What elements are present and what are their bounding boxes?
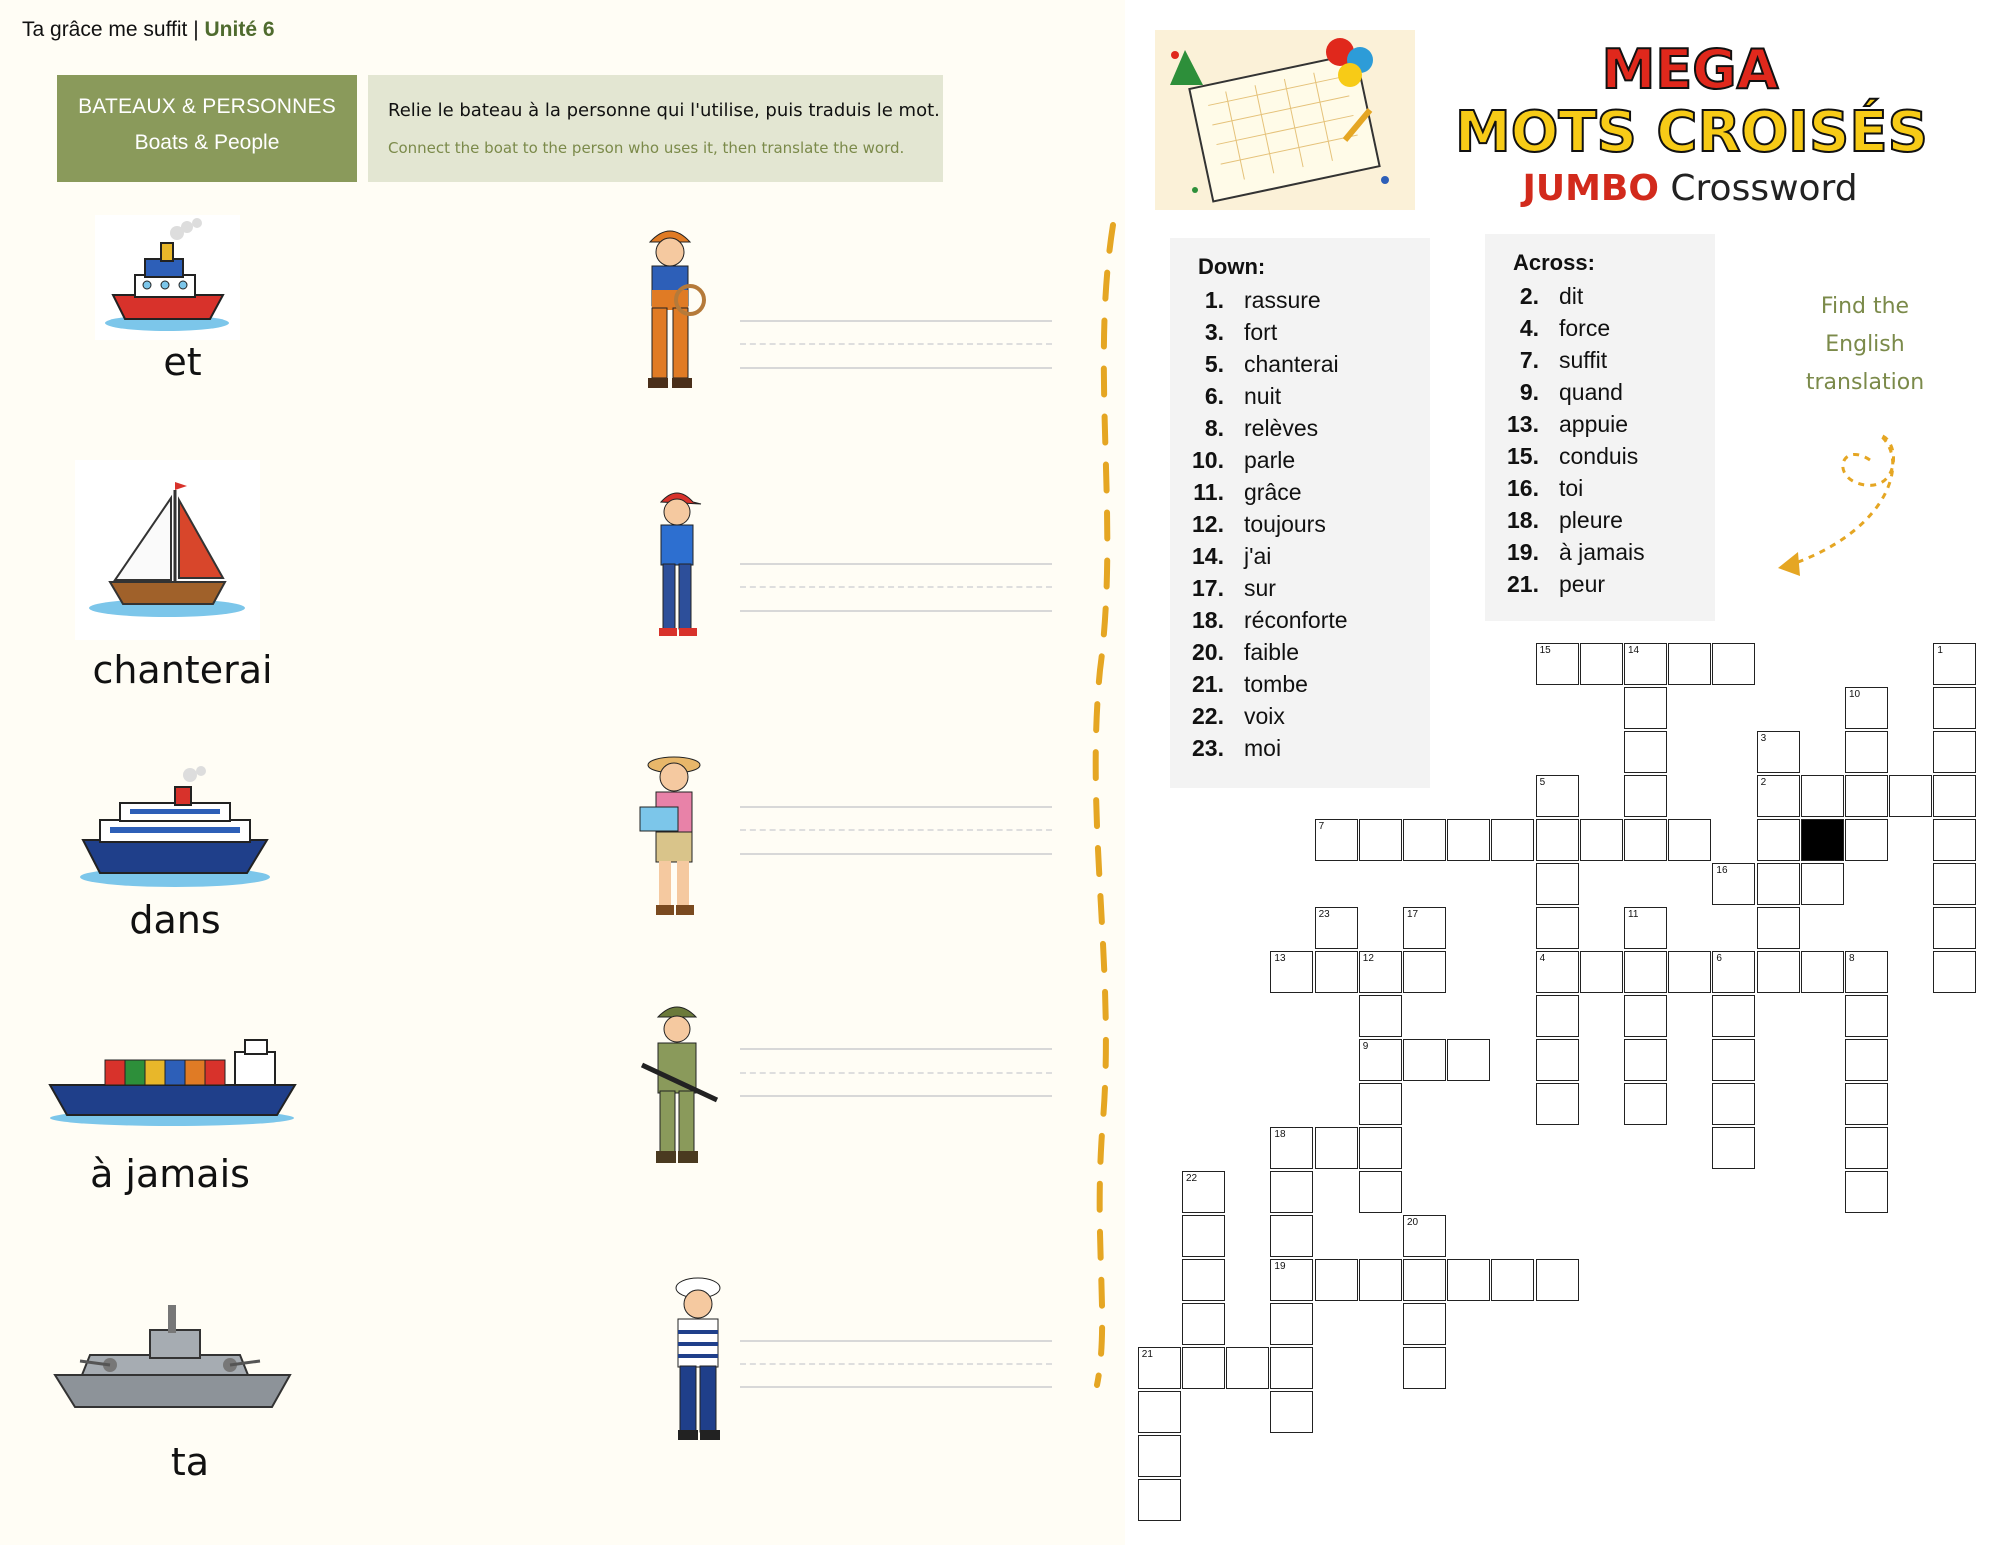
crossword-cell[interactable] bbox=[1712, 1127, 1755, 1169]
crossword-cell[interactable] bbox=[1757, 863, 1800, 905]
sailor-with-rope-icon bbox=[630, 220, 710, 395]
arrow-icon bbox=[1770, 430, 1920, 580]
answer-guide-line bbox=[740, 829, 1052, 831]
down-clue bbox=[1170, 284, 1430, 316]
cell-number: 4 bbox=[1539, 953, 1546, 964]
clue-word: relèves bbox=[1244, 414, 1319, 441]
cell-number: 2 bbox=[1760, 777, 1767, 788]
across-clue bbox=[1485, 440, 1715, 472]
cell-number: 10 bbox=[1849, 689, 1861, 700]
warship-icon bbox=[50, 1295, 295, 1425]
boat-word-1: et bbox=[163, 340, 202, 384]
clue-number: 16. bbox=[1507, 474, 1539, 501]
crossword-cell[interactable] bbox=[1845, 1127, 1888, 1169]
cell-number: 11 bbox=[1628, 909, 1639, 920]
clue-word: appuie bbox=[1559, 410, 1629, 437]
clue-word: pleure bbox=[1559, 506, 1623, 533]
clue-number: 17. bbox=[1192, 574, 1224, 601]
crossword-cell[interactable] bbox=[1359, 951, 1402, 993]
book-title: Ta grâce me suffit | bbox=[22, 18, 199, 41]
clue-word: peur bbox=[1559, 570, 1606, 597]
crossword-cell[interactable] bbox=[1845, 1083, 1888, 1125]
crossword-cell[interactable] bbox=[1624, 775, 1667, 817]
crossword-cell[interactable] bbox=[1845, 1171, 1888, 1213]
across-clue bbox=[1485, 472, 1715, 504]
crossword-cell[interactable] bbox=[1182, 1303, 1225, 1345]
crossword-cell[interactable] bbox=[1845, 819, 1888, 861]
down-clue bbox=[1170, 380, 1430, 412]
cell-number: 12 bbox=[1362, 953, 1374, 964]
cell-number: 6 bbox=[1716, 953, 1722, 964]
crossword-cell[interactable] bbox=[1403, 951, 1446, 993]
crossword-cell[interactable] bbox=[1712, 995, 1755, 1037]
cell-number: 7 bbox=[1318, 821, 1325, 832]
crossword-cell[interactable] bbox=[1580, 951, 1623, 993]
down-heading: Down: bbox=[1198, 254, 1266, 279]
crossword-cell[interactable] bbox=[1712, 1039, 1755, 1081]
clue-word: suffit bbox=[1559, 346, 1608, 373]
crossword-cell[interactable] bbox=[1403, 1039, 1446, 1081]
clue-number: 4. bbox=[1519, 314, 1539, 341]
crossword-cell[interactable] bbox=[1933, 907, 1976, 949]
across-clue bbox=[1485, 408, 1715, 440]
crossword-cell[interactable] bbox=[1270, 1171, 1313, 1213]
cell-number: 14 bbox=[1628, 645, 1640, 656]
answer-line[interactable] bbox=[740, 320, 1052, 322]
down-clue bbox=[1170, 508, 1430, 540]
crossword-cell[interactable] bbox=[1182, 1347, 1225, 1389]
down-clue bbox=[1170, 668, 1430, 700]
crossword-cell[interactable] bbox=[1491, 1259, 1534, 1301]
answer-guide-line bbox=[740, 1363, 1052, 1365]
crossword-cell[interactable] bbox=[1536, 995, 1579, 1037]
crossword-cell[interactable] bbox=[1933, 863, 1976, 905]
crossword-cell[interactable] bbox=[1270, 951, 1313, 993]
crossword-cell[interactable] bbox=[1801, 863, 1844, 905]
answer-line[interactable] bbox=[740, 367, 1052, 369]
crossword-cell[interactable] bbox=[1138, 1435, 1181, 1477]
clue-number: 15. bbox=[1507, 442, 1539, 469]
cell-number: 3 bbox=[1760, 733, 1767, 744]
cell-number: 15 bbox=[1539, 645, 1551, 656]
down-clues bbox=[1170, 238, 1430, 788]
crossword-black-cell bbox=[1801, 819, 1844, 861]
clue-number: 6. bbox=[1204, 382, 1224, 409]
clue-number: 20. bbox=[1192, 638, 1224, 665]
crossword-cell[interactable] bbox=[1403, 907, 1446, 949]
clue-number: 23. bbox=[1192, 734, 1224, 761]
crossword-cell[interactable] bbox=[1933, 643, 1976, 685]
crossword-cell[interactable] bbox=[1359, 1083, 1402, 1125]
crossword-cell[interactable] bbox=[1668, 951, 1711, 993]
hint-line-3: translation bbox=[1805, 370, 1925, 395]
answer-guide-line bbox=[740, 343, 1052, 345]
crossword-cell[interactable] bbox=[1624, 951, 1667, 993]
clue-number: 22. bbox=[1192, 702, 1224, 729]
crossword-cell[interactable] bbox=[1712, 1083, 1755, 1125]
clue-word: chanterai bbox=[1244, 350, 1339, 377]
crossword-cell[interactable] bbox=[1315, 907, 1358, 949]
crossword-cell[interactable] bbox=[1845, 731, 1888, 773]
boat-word-4: à jamais bbox=[90, 1152, 250, 1196]
clue-word: fort bbox=[1244, 318, 1278, 345]
dashed-divider bbox=[1085, 220, 1125, 1390]
crossword-cell[interactable] bbox=[1270, 1215, 1313, 1257]
crossword-cell[interactable] bbox=[1359, 1171, 1402, 1213]
down-clue bbox=[1170, 540, 1430, 572]
badge-title-fr: BATEAUX & PERSONNES bbox=[78, 95, 336, 118]
cell-number: 1 bbox=[1937, 645, 1943, 656]
cell-number: 5 bbox=[1539, 777, 1546, 788]
crossword-cell[interactable] bbox=[1845, 775, 1888, 817]
crossword-cell[interactable] bbox=[1845, 687, 1888, 729]
title-jumbo-crossword bbox=[1455, 166, 1925, 212]
crossword-cell[interactable] bbox=[1933, 775, 1976, 817]
clue-number: 5. bbox=[1204, 350, 1224, 377]
crossword-cell[interactable] bbox=[1536, 907, 1579, 949]
down-clue bbox=[1170, 476, 1430, 508]
crossword-cell[interactable] bbox=[1447, 1259, 1490, 1301]
across-clue bbox=[1485, 376, 1715, 408]
clue-word: toi bbox=[1559, 474, 1584, 501]
down-clue-list bbox=[1170, 284, 1430, 764]
across-heading: Across: bbox=[1513, 250, 1595, 275]
crossword-page bbox=[1125, 0, 2000, 1545]
crossword-cell[interactable] bbox=[1315, 1127, 1358, 1169]
boat-word-5: ta bbox=[170, 1440, 210, 1484]
hint-line-2: English bbox=[1825, 332, 1905, 357]
cell-number: 22 bbox=[1186, 1173, 1198, 1184]
crossword-cell[interactable] bbox=[1536, 819, 1579, 861]
clue-word: tombe bbox=[1244, 670, 1308, 697]
answer-line[interactable] bbox=[740, 610, 1052, 612]
clue-number: 10. bbox=[1192, 446, 1224, 473]
crossword-cell[interactable] bbox=[1182, 1171, 1225, 1213]
crossword-cell[interactable] bbox=[1270, 1347, 1313, 1389]
crossword-cell[interactable] bbox=[1624, 1083, 1667, 1125]
down-clue bbox=[1170, 348, 1430, 380]
boat-word-2: chanterai bbox=[92, 648, 273, 692]
crossword-cell[interactable] bbox=[1359, 1039, 1402, 1081]
clue-word: moi bbox=[1244, 734, 1282, 761]
clue-word: conduis bbox=[1559, 442, 1639, 469]
clue-number: 1. bbox=[1204, 286, 1224, 313]
hint-line-1: Find the bbox=[1820, 294, 1910, 319]
crossword-cell[interactable] bbox=[1933, 819, 1976, 861]
crossword-cell[interactable] bbox=[1270, 1127, 1313, 1169]
clue-number: 7. bbox=[1519, 346, 1539, 373]
crossword-cell[interactable] bbox=[1933, 951, 1976, 993]
crossword-cell[interactable] bbox=[1270, 1259, 1313, 1301]
answer-line[interactable] bbox=[740, 1048, 1052, 1050]
crossword-cell[interactable] bbox=[1403, 1215, 1446, 1257]
cell-number: 13 bbox=[1274, 953, 1286, 964]
unit-label: Unité 6 bbox=[204, 18, 275, 41]
clue-word: sur bbox=[1244, 574, 1276, 601]
sailboat-icon bbox=[75, 460, 260, 640]
crossword-cell[interactable] bbox=[1138, 1391, 1181, 1433]
clue-number: 21. bbox=[1192, 670, 1224, 697]
clue-number: 18. bbox=[1192, 606, 1224, 633]
clue-number: 11. bbox=[1193, 478, 1224, 505]
across-clues bbox=[1485, 234, 1715, 621]
crossword-cell[interactable] bbox=[1624, 1039, 1667, 1081]
crossword-title bbox=[1455, 38, 1928, 212]
clue-word: j'ai bbox=[1244, 542, 1272, 569]
clue-word: quand bbox=[1559, 378, 1623, 405]
title-jumbo: JUMBO bbox=[1522, 168, 1659, 209]
crossword-cell[interactable] bbox=[1712, 643, 1755, 685]
across-clue-list bbox=[1485, 280, 1715, 600]
crossword-cell[interactable] bbox=[1712, 951, 1755, 993]
down-clue bbox=[1170, 316, 1430, 348]
crossword-cell[interactable] bbox=[1624, 995, 1667, 1037]
down-clue bbox=[1170, 732, 1430, 764]
crossword-cell[interactable] bbox=[1226, 1347, 1269, 1389]
clue-number: 8. bbox=[1204, 414, 1224, 441]
answer-line[interactable] bbox=[740, 1340, 1052, 1342]
crossword-cell[interactable] bbox=[1536, 1083, 1579, 1125]
crossword-cell[interactable] bbox=[1933, 687, 1976, 729]
crossword-cell[interactable] bbox=[1447, 819, 1490, 861]
title-mots-croises: MOTS CROISÉS bbox=[1455, 100, 1928, 165]
soldier-icon bbox=[632, 995, 722, 1175]
crossword-cell[interactable] bbox=[1624, 643, 1667, 685]
crossword-cell[interactable] bbox=[1712, 863, 1755, 905]
cell-number: 23 bbox=[1318, 909, 1330, 920]
crossword-cell[interactable] bbox=[1801, 775, 1844, 817]
crossword-cell[interactable] bbox=[1270, 1303, 1313, 1345]
clue-number: 18. bbox=[1507, 506, 1539, 533]
tourist-with-map-icon bbox=[632, 745, 717, 925]
across-clue bbox=[1485, 568, 1715, 600]
cell-number: 20 bbox=[1407, 1217, 1419, 1228]
crossword-cell[interactable] bbox=[1757, 819, 1800, 861]
crossword-cell[interactable] bbox=[1315, 819, 1358, 861]
cruise-ship-icon bbox=[75, 765, 275, 895]
crossword-cell[interactable] bbox=[1801, 951, 1844, 993]
crossword-cell[interactable] bbox=[1624, 731, 1667, 773]
instructions-en: Connect the boat to the person who uses it, then translate the word. bbox=[388, 139, 905, 157]
cell-number: 8 bbox=[1849, 953, 1855, 964]
crossword-cell[interactable] bbox=[1359, 1259, 1402, 1301]
clue-number: 3. bbox=[1204, 318, 1224, 345]
answer-guide-line bbox=[740, 586, 1052, 588]
crossword-cell[interactable] bbox=[1668, 819, 1711, 861]
crossword-cell[interactable] bbox=[1889, 775, 1932, 817]
crossword-cell[interactable] bbox=[1668, 643, 1711, 685]
navy-sailor-icon bbox=[660, 1270, 740, 1450]
answer-guide-line bbox=[740, 1072, 1052, 1074]
clue-word: rassure bbox=[1244, 286, 1321, 313]
crossword-cell[interactable] bbox=[1536, 1039, 1579, 1081]
cell-number: 21 bbox=[1141, 1349, 1153, 1360]
down-clue bbox=[1170, 636, 1430, 668]
crossword-cell[interactable] bbox=[1757, 775, 1800, 817]
crossword-cell[interactable] bbox=[1624, 819, 1667, 861]
crossword-cell[interactable] bbox=[1757, 907, 1800, 949]
crossword-cell[interactable] bbox=[1536, 643, 1579, 685]
crossword-cell[interactable] bbox=[1933, 731, 1976, 773]
crossword-cell[interactable] bbox=[1359, 819, 1402, 861]
crossword-cell[interactable] bbox=[1624, 907, 1667, 949]
crossword-cell[interactable] bbox=[1403, 1259, 1446, 1301]
crossword-cell[interactable] bbox=[1359, 995, 1402, 1037]
clue-word: grâce bbox=[1244, 478, 1302, 505]
clue-word: réconforte bbox=[1244, 606, 1348, 633]
clue-number: 13. bbox=[1507, 410, 1539, 437]
crossword-cell[interactable] bbox=[1845, 995, 1888, 1037]
down-clue bbox=[1170, 572, 1430, 604]
crossword-cell[interactable] bbox=[1491, 819, 1534, 861]
clue-number: 12. bbox=[1192, 510, 1224, 537]
crossword-cell[interactable] bbox=[1580, 819, 1623, 861]
clue-number: 9. bbox=[1519, 378, 1539, 405]
across-clue bbox=[1485, 344, 1715, 376]
crossword-cell[interactable] bbox=[1845, 1039, 1888, 1081]
answer-line[interactable] bbox=[740, 806, 1052, 808]
across-clue bbox=[1485, 536, 1715, 568]
boat-word-3: dans bbox=[129, 898, 221, 942]
answer-line[interactable] bbox=[740, 853, 1052, 855]
across-clue bbox=[1485, 504, 1715, 536]
down-clue bbox=[1170, 700, 1430, 732]
crossword-cell[interactable] bbox=[1315, 951, 1358, 993]
hint-text bbox=[1800, 288, 1930, 402]
crossword-cell[interactable] bbox=[1182, 1215, 1225, 1257]
instructions-box bbox=[368, 75, 943, 182]
crossword-cell[interactable] bbox=[1447, 1039, 1490, 1081]
crossword-cell[interactable] bbox=[1536, 863, 1579, 905]
across-clue bbox=[1485, 312, 1715, 344]
clue-word: faible bbox=[1244, 638, 1299, 665]
crossword-cell[interactable] bbox=[1757, 951, 1800, 993]
crossword-cell[interactable] bbox=[1182, 1259, 1225, 1301]
cell-number: 19 bbox=[1274, 1261, 1286, 1272]
down-clue bbox=[1170, 412, 1430, 444]
crossword-cell[interactable] bbox=[1359, 1127, 1402, 1169]
crossword-cell[interactable] bbox=[1403, 1303, 1446, 1345]
clue-word: toujours bbox=[1244, 510, 1326, 537]
crossword-cell[interactable] bbox=[1536, 775, 1579, 817]
crossword-cell[interactable] bbox=[1138, 1479, 1181, 1521]
down-clue bbox=[1170, 604, 1430, 636]
crossword-cell[interactable] bbox=[1315, 1259, 1358, 1301]
crossword-cell[interactable] bbox=[1580, 643, 1623, 685]
cell-number: 18 bbox=[1274, 1129, 1286, 1140]
crossword-illustration-icon bbox=[1155, 30, 1415, 210]
cell-number: 17 bbox=[1407, 909, 1419, 920]
cargo-ship-icon bbox=[45, 1030, 300, 1130]
tugboat-icon bbox=[95, 215, 240, 340]
across-clue bbox=[1485, 280, 1715, 312]
crossword-cell[interactable] bbox=[1403, 1347, 1446, 1389]
clue-number: 19. bbox=[1507, 538, 1539, 565]
crossword-cell[interactable] bbox=[1536, 951, 1579, 993]
crossword-cell[interactable] bbox=[1536, 1259, 1579, 1301]
answer-line[interactable] bbox=[740, 563, 1052, 565]
clue-number: 21. bbox=[1507, 570, 1539, 597]
crossword-cell[interactable] bbox=[1757, 731, 1800, 773]
badge-title-en: Boats & People bbox=[134, 131, 280, 154]
title-crossword: Crossword bbox=[1670, 168, 1858, 209]
answer-line[interactable] bbox=[740, 1386, 1052, 1388]
boy-in-cap-icon bbox=[645, 482, 710, 642]
crossword-cell[interactable] bbox=[1845, 951, 1888, 993]
crossword-cell[interactable] bbox=[1624, 687, 1667, 729]
crossword-cell[interactable] bbox=[1270, 1391, 1313, 1433]
crossword-cell[interactable] bbox=[1138, 1347, 1181, 1389]
crossword-cell[interactable] bbox=[1403, 819, 1446, 861]
clue-word: force bbox=[1559, 314, 1611, 341]
instructions-fr: Relie le bateau à la personne qui l'utilise, puis traduis le mot. bbox=[388, 100, 940, 121]
answer-line[interactable] bbox=[740, 1095, 1052, 1097]
section-badge bbox=[57, 75, 357, 182]
cell-number: 16 bbox=[1716, 865, 1728, 876]
clue-word: à jamais bbox=[1559, 538, 1645, 565]
clue-word: parle bbox=[1244, 446, 1296, 473]
clue-word: nuit bbox=[1244, 382, 1282, 409]
clue-word: voix bbox=[1244, 702, 1285, 729]
clue-number: 14. bbox=[1192, 542, 1224, 569]
clue-number: 2. bbox=[1519, 282, 1539, 309]
title-mega: MEGA bbox=[1601, 38, 1779, 101]
down-clue bbox=[1170, 444, 1430, 476]
clue-word: dit bbox=[1559, 282, 1584, 309]
cell-number: 9 bbox=[1362, 1041, 1369, 1052]
page-header bbox=[22, 18, 275, 42]
